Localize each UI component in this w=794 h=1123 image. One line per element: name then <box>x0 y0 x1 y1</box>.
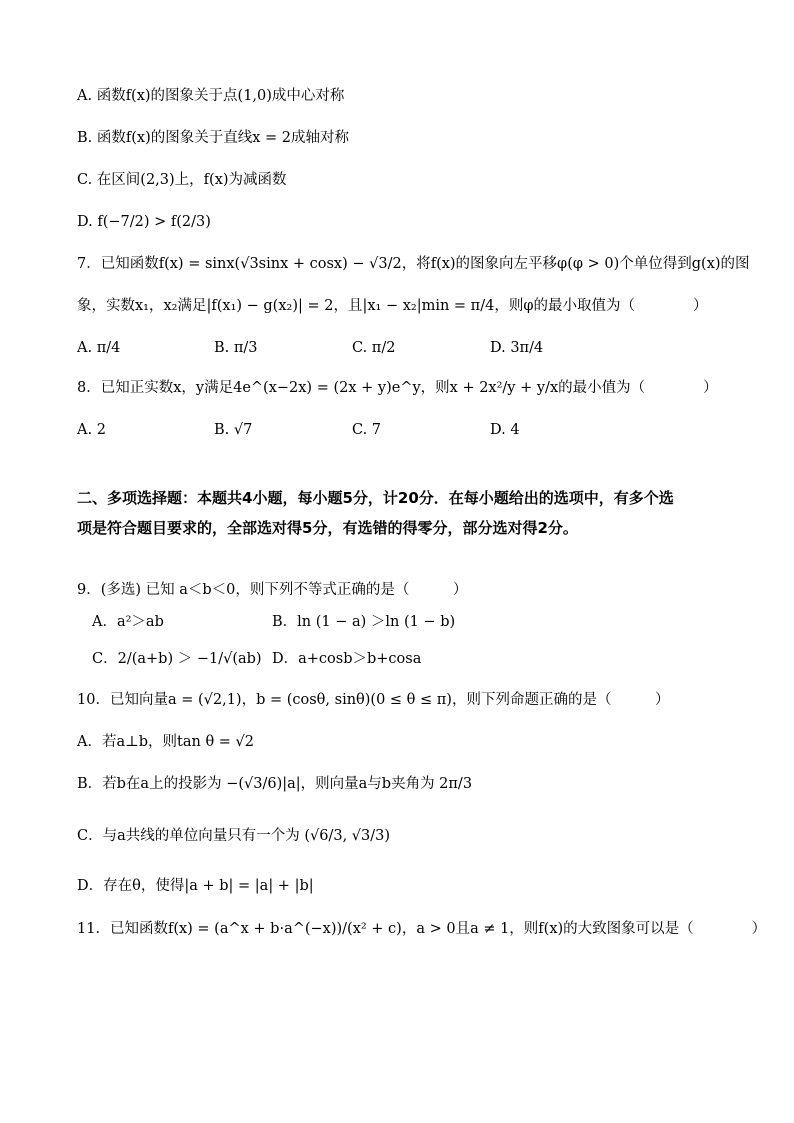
q6-option-c: C. 在区间(2,3)上，f(x)为减函数 <box>77 172 287 188</box>
q8-option-c: C. 7 <box>352 422 382 438</box>
q7-option-a: A. π/4 <box>77 340 121 356</box>
q9-stem: 9．(多选) 已知 a＜b＜0，则下列不等式正确的是（ ） <box>77 582 468 598</box>
q9-option-c: C．2/(a+b) ＞ −1/√(ab) <box>92 651 262 667</box>
q6-option-a: A. 函数f(x)的图象关于点(1,0)成中心对称 <box>77 88 345 104</box>
q6-option-b: B. 函数f(x)的图象关于直线x = 2成轴对称 <box>77 130 350 146</box>
q8-option-a: A. 2 <box>77 422 106 438</box>
q7-option-d: D. 3π/4 <box>490 340 544 356</box>
q7-stem-line2: 象，实数x₁，x₂满足|f(x₁) − g(x₂)| = 2，且|x₁ − x₂|min = π/4，则φ的最小取值为（ ） <box>77 298 708 314</box>
q7-option-b: B. π/3 <box>214 340 258 356</box>
q10-option-b: B．若b在a上的投影为 −(√3/6)|a|，则向量a与b夹角为 2π/3 <box>77 776 473 792</box>
q9-option-a: A．a²＞ab <box>92 614 164 630</box>
q10-stem: 10．已知向量a = (√2,1)，b = (cosθ, sinθ)(0 ≤ θ ≤ π)，则下列命题正确的是（ ） <box>77 692 670 708</box>
q11-stem: 11．已知函数f(x) = (a^x + b·a^(−x))/(x² + c)，a > 0且a ≠ 1，则f(x)的大致图象可以是（ ） <box>77 921 767 937</box>
q10-option-a: A．若a⊥b，则tan θ = √2 <box>77 734 255 750</box>
q9-option-b: B．ln (1 − a) ＞ln (1 − b) <box>272 614 456 630</box>
section2-heading-line2: 项是符合题目要求的，全部选对得5分，有选错的得零分，部分选对得2分。 <box>77 519 578 537</box>
q8-option-b: B. √7 <box>214 422 253 438</box>
q7-stem-line1: 7．已知函数f(x) = sinx(√3sinx + cosx) − √3/2，将f(x)的图象向左平移φ(φ > 0)个单位得到g(x)的图 <box>77 256 750 272</box>
q9-option-d: D．a+cosb＞b+cosa <box>272 651 422 667</box>
q6-option-d: D. f(−7/2) > f(2/3) <box>77 214 211 230</box>
q8-option-d: D. 4 <box>490 422 520 438</box>
q10-option-c: C．与a共线的单位向量只有一个为 (√6/3, √3/3) <box>77 828 391 844</box>
q7-option-c: C. π/2 <box>352 340 396 356</box>
section2-heading-line1: 二、多项选择题：本题共4小题，每小题5分，计20分．在每小题给出的选项中，有多个选 <box>77 489 674 507</box>
q8-stem: 8．已知正实数x，y满足4e^(x−2x) = (2x + y)e^y，则x + 2x²/y + y/x的最小值为（ ） <box>77 380 718 396</box>
q10-option-d: D．存在θ，使得|a + b| = |a| + |b| <box>77 878 314 894</box>
